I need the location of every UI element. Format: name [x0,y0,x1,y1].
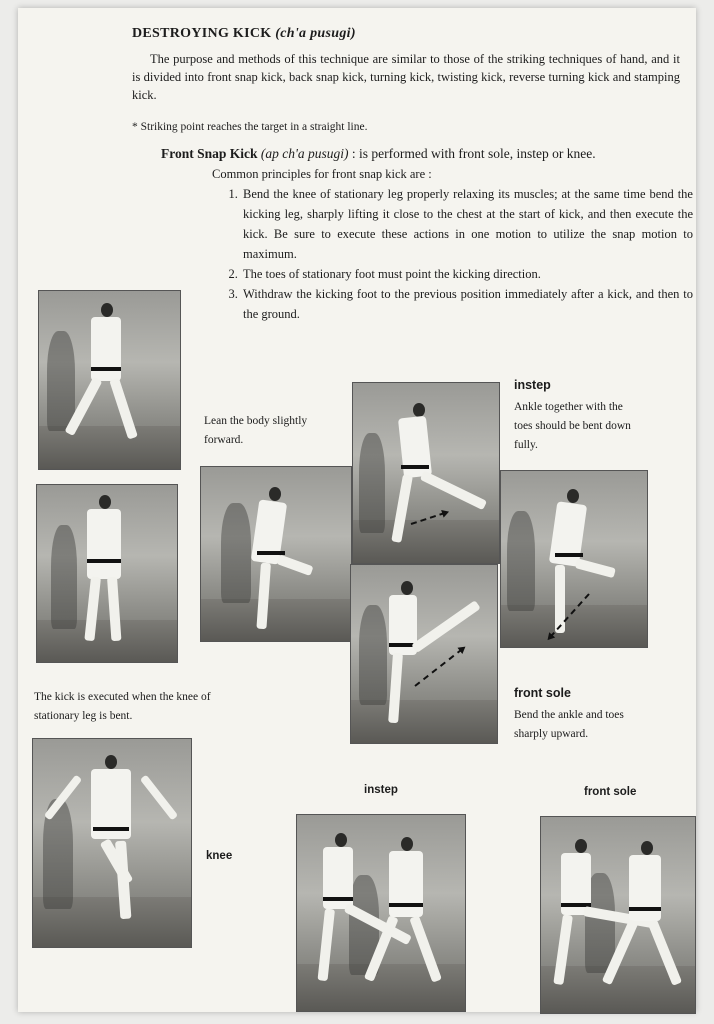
caption-instep: Ankle together with the toes should be bent down fully. [514,401,631,451]
caption-kick-executed: The kick is executed when the knee of stationary leg is bent. [34,691,211,722]
note-text: * Striking point reaches the target in a straight line. [132,121,368,133]
title-main: DESTROYING KICK [132,26,272,41]
principles-list [223,184,693,324]
photo-ready-stance [38,290,181,470]
photo-front-sole-kick [350,564,498,744]
book-page [18,8,696,1012]
title-romanized: (ch'a pusugi) [275,26,356,41]
common-principles-intro: Common principles for front snap kick are : [212,167,432,181]
list-item: 2. The toes of stationary foot must point the kicking direction. [241,264,693,284]
photo-front-facing [36,484,178,663]
subheading-rest: : is performed with front sole, instep or knee. [351,146,596,161]
kick-direction-arrow [414,648,463,687]
photo-partner-instep [296,814,466,1012]
list-item: 3. Withdraw the kicking foot to the previous position immediately after a kick, and then to the ground. [241,284,693,324]
label-instep: instep [514,378,551,392]
list-item: 1. Bend the knee of stationary leg properly relaxing its muscles; at the same time bend the kicking leg, sharply lifting it close to the chest at the start of kick, and then execute the kick. Be sure to execute these actions in one motion to utilize the snap motion to maximum. [241,184,693,264]
label-bottom-instep: instep [364,784,398,796]
subheading [161,146,596,162]
subheading-name: Front Snap Kick [161,146,258,161]
caption-lean: Lean the body slightly forward. [204,415,308,446]
subheading-romanized: (ap ch'a pusugi) [260,146,349,161]
label-front-sole: front sole [514,686,571,700]
intro-paragraph: The purpose and methods of this technique are similar to those of the striking techniques of hand, and it is divided into front snap kick, back snap kick, turning kick, twisting kick, reverse turning kick and stamping kick. [132,52,680,102]
photo-instep-kick [352,382,500,564]
photo-partner-front-sole [540,816,696,1014]
photo-chamber-knee [500,470,648,648]
page-title [132,26,356,42]
photo-knee-kick [32,738,192,948]
photo-lean-forward [200,466,352,642]
label-knee: knee [206,850,233,862]
caption-front-sole: Bend the ankle and toes sharply upward. [514,709,624,740]
label-bottom-front-sole: front sole [584,786,637,798]
